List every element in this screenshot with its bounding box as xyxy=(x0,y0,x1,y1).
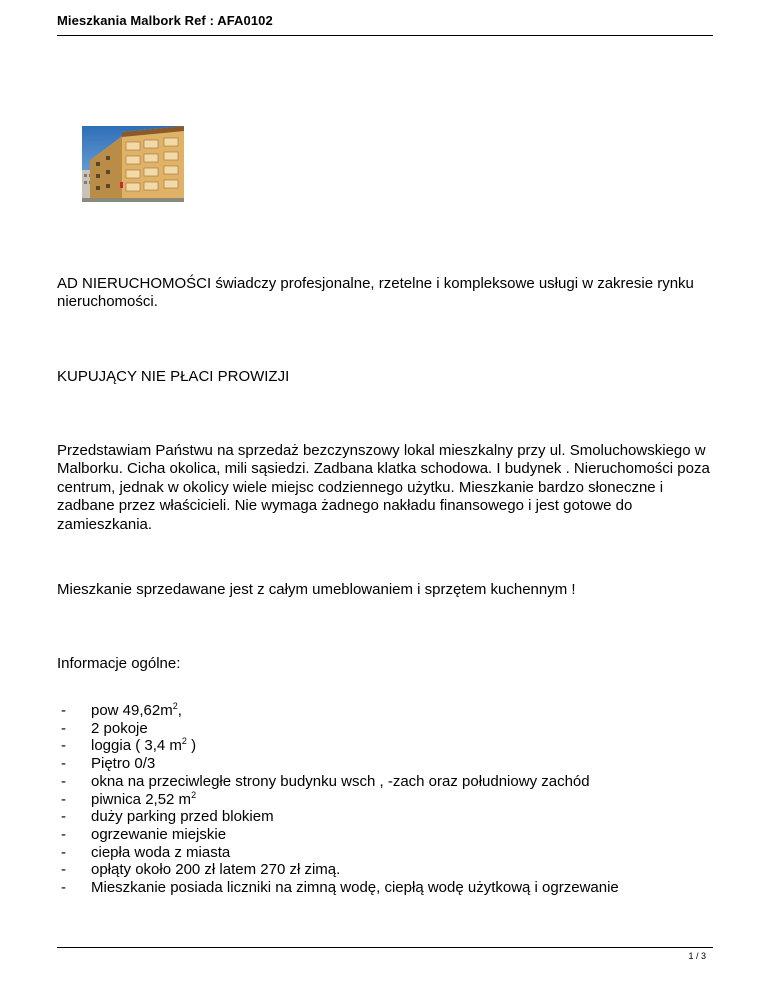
specs-list xyxy=(57,702,619,897)
general-info-heading: Informacje ogólne: xyxy=(57,655,181,672)
list-item: - opłąty około 200 zł latem 270 zł zimą. xyxy=(61,861,341,879)
list-item: - pow $49,62m^2$, xyxy=(61,701,182,719)
footer-divider xyxy=(57,947,713,948)
agency-intro: AD NIERUCHOMOŚCI świadczy profesjonalne, rzetelne i kompleksowe usługi w zakresie rynku nieruchomości. xyxy=(57,275,694,311)
list-item: - okna na przeciwległe strony budynku wsch , -zach oraz południowy zachód xyxy=(61,772,590,790)
page-title: Mieszkania Malbork Ref : AFA0102 xyxy=(57,13,273,28)
list-item: - Mieszkanie posiada liczniki na zimną wodę, ciepłą wodę użytkową i ogrzewanie xyxy=(61,879,619,897)
furnished-notice: Mieszkanie sprzedawane jest z całym umeblowaniem i sprzętem kuchennym ! xyxy=(57,581,576,598)
header-divider xyxy=(57,35,713,36)
property-description: Przedstawiam Państwu na sprzedaż bezczynszowy lokal mieszkalny przy ul. Smoluchowskiego w Malborku. Cicha okolica, mili sąsiedzi. Zadbana klatka schodowa. I budynek . Nieruchomości poza centrum, jednak w okolicy wiele miejsc codziennego użytku. Mieszkanie bardzo słoneczne i zadbane przez właścicieli. Nie wymaga żadnego nakładu finansowego i jest gotowe do zamieszkania. xyxy=(57,442,710,533)
no-commission-notice: KUPUJĄCY NIE PŁACI PROWIZJI xyxy=(57,368,290,385)
list-item: - 2 pokoje xyxy=(61,719,148,737)
list-item: - duży parking przed blokiem xyxy=(61,808,274,826)
list-item: - piwnica 2,52 $m^2$ xyxy=(61,789,197,808)
list-item: - ciepła woda z miasta xyxy=(61,843,231,861)
list-item: - ogrzewanie miejskie xyxy=(61,825,227,843)
list-item: - loggia ( 3,4 $m^2$ ) xyxy=(61,736,197,755)
page-number: 1 / 3 xyxy=(688,951,706,961)
list-item: - Piętro 0/3 xyxy=(61,755,156,773)
apartment-building-photo xyxy=(82,126,184,202)
